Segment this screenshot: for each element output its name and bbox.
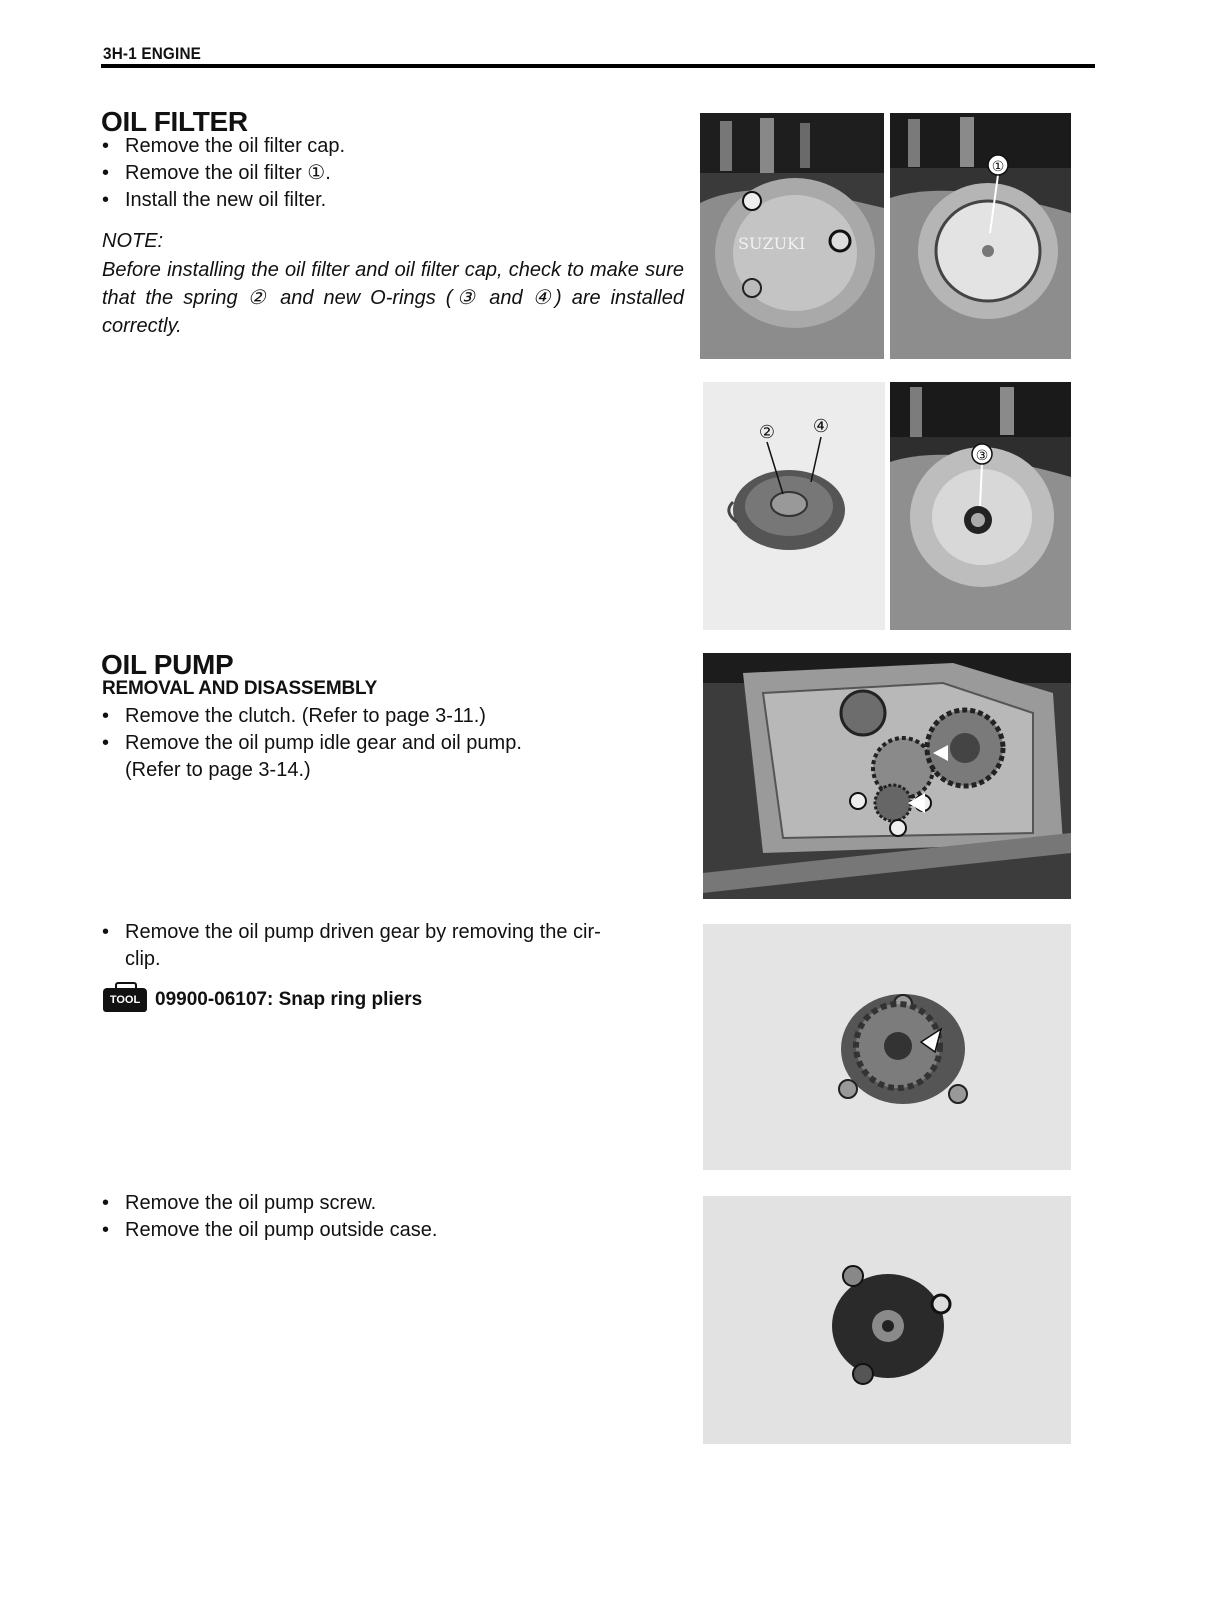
- list-item: • Remove the oil pump screw.: [101, 1190, 691, 1217]
- photo-oil-pump-gears: [703, 653, 1071, 899]
- steps-b-continuation: clip.: [125, 948, 161, 970]
- removal-subtitle: REMOVAL AND DISASSEMBLY: [102, 678, 378, 699]
- callout-4: ④: [812, 416, 830, 437]
- special-tool: [103, 988, 422, 1012]
- list-item: • Remove the oil pump outside case.: [101, 1217, 691, 1244]
- oil-filter-steps: [101, 133, 691, 214]
- fig1-brand-text: SUZUKI: [738, 234, 806, 253]
- note-label: NOTE:: [102, 230, 164, 252]
- note-text: Before installing the oil filter and oil filter cap, check to make sure that the spring ② and new O-rings (③ and ④) are installed correctly.: [102, 259, 684, 337]
- list-item: • Remove the oil filter cap.: [101, 133, 691, 160]
- oil-pump-title: OIL PUMP: [101, 649, 234, 680]
- tool-icon: TOOL: [103, 988, 147, 1012]
- header-rule: [101, 64, 1095, 68]
- callout-1: ①: [991, 159, 1005, 175]
- photo-oil-filter: [890, 113, 1071, 359]
- photo-oil-pump-driven-gear: [703, 924, 1071, 1170]
- steps-a-continuation: (Refer to page 3-14.): [125, 759, 311, 781]
- photo-filter-cap-parts: [703, 382, 885, 630]
- list-item: • Install the new oil filter.: [101, 187, 691, 214]
- callout-3: ③: [975, 448, 989, 464]
- oil-pump-steps-c: [101, 1190, 691, 1244]
- list-item: • Remove the oil pump idle gear and oil pump.: [101, 730, 691, 757]
- page-header: 3H-1 ENGINE: [103, 44, 202, 63]
- tool-text: 09900-06107: Snap ring pliers: [155, 989, 423, 1010]
- photo-filter-housing: [890, 382, 1071, 630]
- photo-oil-filter-cap: [700, 113, 884, 359]
- list-item: • Remove the oil pump driven gear by removing the cir-: [101, 919, 676, 946]
- oil-pump-steps-b: [101, 919, 676, 946]
- list-item: • Remove the clutch. (Refer to page 3-11.): [101, 703, 691, 730]
- list-item: • Remove the oil filter ①.: [101, 160, 691, 187]
- callout-2: ②: [758, 422, 776, 443]
- photo-oil-pump-outside-case: [703, 1196, 1071, 1444]
- oil-filter-title: OIL FILTER: [101, 106, 248, 137]
- oil-pump-steps-a: [101, 703, 691, 757]
